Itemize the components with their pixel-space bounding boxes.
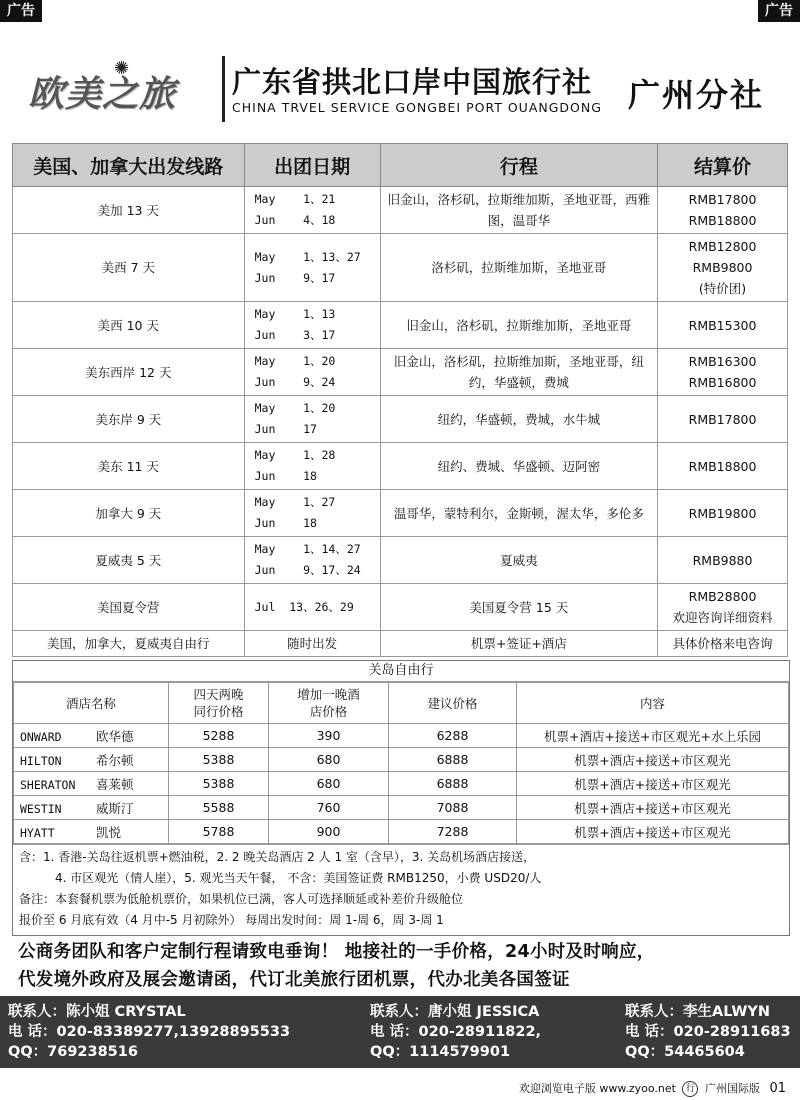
route-name: 美西 7 天 [13, 234, 245, 302]
hotel-price4d: 5588 [169, 796, 269, 820]
guam-header: 增加一晚酒 店价格 [269, 683, 389, 724]
guam-header: 酒店名称 [14, 683, 169, 724]
route-name: 美东岸 9 天 [13, 396, 245, 443]
contacts-bar [0, 996, 800, 1068]
note-line: 含：1. 香港-关岛往返机票+燃油税，2. 2 晚关岛酒店 2 人 1 室（含早），3. 关岛机场酒店接送， [19, 850, 536, 864]
hotel-row [14, 820, 789, 844]
header-date: 出团日期 [244, 144, 380, 187]
date-line: May 1、20 [254, 354, 336, 368]
hotel-name-cn: 凯悦 [96, 824, 122, 840]
price-line: (特价团) [698, 281, 747, 296]
branch-name: 广州分社 [628, 76, 765, 114]
route-name: 美东西岸 12 天 [13, 349, 245, 396]
date-line: May 1、27 [254, 495, 336, 509]
hotel-content: 机票+酒店+接送+市区观光 [517, 748, 789, 772]
price-line: RMB18800 [688, 458, 757, 474]
hotel-suggested: 7288 [389, 820, 517, 844]
hotel-content: 机票+酒店+接送+市区观光 [517, 796, 789, 820]
company-name-cn: 广东省拱北口岸中国旅行社 [232, 65, 593, 99]
route-name: 加拿大 9 天 [13, 490, 245, 537]
route-dates [244, 443, 380, 490]
contact-phone: 电 话：020-28911683 [625, 1024, 791, 1040]
hotel-name [14, 772, 169, 796]
hotel-name-cn: 威斯汀 [96, 800, 134, 816]
date-line: Jun 17 [254, 422, 317, 436]
route-name: 夏威夷 5 天 [13, 537, 245, 584]
edition-icon: 行 [682, 1081, 698, 1097]
route-itinerary: 纽约、费城、华盛顿、迈阿密 [380, 443, 658, 490]
price-line: RMB9800 [692, 260, 753, 275]
price-line: RMB19800 [688, 505, 757, 521]
route-price [658, 234, 788, 302]
route-itinerary: 美国夏令营 15 天 [380, 584, 658, 631]
contact-person: 联系人：陈小姐 CRYSTAL [8, 1004, 186, 1020]
route-dates [244, 302, 380, 349]
route-itinerary: 旧金山，洛杉矶，拉斯维加斯，圣地亚哥，西雅图，温哥华 [380, 187, 658, 234]
note-line: 备注：本套餐机票为低舱机票价，如果机位已满，客人可选择顺延或补差价升级舱位 [19, 892, 464, 906]
price-line: RMB9880 [692, 552, 753, 568]
contact-phone: 电 话：020-28911822, [370, 1024, 542, 1040]
route-dates [244, 490, 380, 537]
hotel-extra: 680 [269, 748, 389, 772]
route-price [658, 187, 788, 234]
route-dates [244, 631, 380, 657]
slogan-line: 代发境外政府及展会邀请函，代订北美旅行团机票，代办北美各国签证 [18, 970, 570, 990]
routes-table [12, 143, 788, 657]
hotel-suggested: 6888 [389, 772, 517, 796]
route-row [13, 631, 788, 657]
hotel-content: 机票+酒店+接送+市区观光 [517, 772, 789, 796]
route-price [658, 537, 788, 584]
hotel-name-cn: 喜莱顿 [96, 776, 134, 792]
date-line: Jun 4、18 [254, 213, 336, 227]
route-dates [244, 396, 380, 443]
price-line: RMB18800 [688, 213, 757, 228]
header-divider [222, 56, 225, 122]
hotel-content: 机票+酒店+接送+市区观光 [517, 820, 789, 844]
hotel-price4d: 5388 [169, 772, 269, 796]
contact-person: 联系人：李生ALWYN [625, 1004, 770, 1020]
route-itinerary: 机票+签证+酒店 [380, 631, 658, 657]
route-row [13, 537, 788, 584]
route-row [13, 584, 788, 631]
hotel-name-en: HILTON [20, 753, 62, 768]
route-itinerary: 纽约，华盛顿，费城，水牛城 [380, 396, 658, 443]
date-line: May 1、20 [254, 401, 336, 415]
footer-website[interactable]: 欢迎浏览电子版 www.zyoo.net [518, 1082, 676, 1095]
date-line: Jun 3、17 [254, 328, 336, 342]
hotel-suggested: 6288 [389, 724, 517, 748]
hotel-extra: 760 [269, 796, 389, 820]
date-line: May 1、28 [254, 448, 336, 462]
route-itinerary: 旧金山，洛杉矶，拉斯维加斯，圣地亚哥，纽约，华盛顿，费城 [380, 349, 658, 396]
footer-edition: 广州国际版 [704, 1082, 760, 1095]
route-itinerary: 旧金山，洛杉矶，拉斯维加斯，圣地亚哥 [380, 302, 658, 349]
route-row [13, 234, 788, 302]
contact-card [8, 1002, 290, 1062]
logo-text: 欧美之旅 [28, 74, 177, 115]
header [22, 52, 792, 124]
guam-header: 建议价格 [389, 683, 517, 724]
route-row [13, 302, 788, 349]
ad-tag-left: 广告 [0, 0, 42, 22]
hotel-row [14, 748, 789, 772]
hotel-content: 机票+酒店+接送+市区观光+水上乐园 [517, 724, 789, 748]
note-line: 报价至 6 月底有效（4 月中-5 月初除外） 每周出发时间：周 1-周 6，周 3-周 1 [19, 913, 444, 927]
route-row [13, 187, 788, 234]
route-dates [244, 584, 380, 631]
route-itinerary: 洛杉矶，拉斯维加斯，圣地亚哥 [380, 234, 658, 302]
route-name: 美国，加拿大，夏威夷自由行 [13, 631, 245, 657]
contact-qq: QQ：769238516 [8, 1044, 138, 1060]
contact-qq: QQ：1114579901 [370, 1044, 511, 1060]
price-line: RMB28800 [688, 589, 757, 604]
hotel-name-cn: 欧华德 [96, 728, 134, 744]
price-line: RMB17800 [688, 192, 757, 207]
guam-section [12, 660, 790, 936]
hotel-name [14, 820, 169, 844]
ad-tag-right: 广告 [758, 0, 800, 22]
route-itinerary: 温哥华，蒙特利尔，金斯顿，渥太华，多伦多 [380, 490, 658, 537]
hotel-name-en: ONWARD [20, 729, 62, 744]
date-line: May 1、14、27 [254, 542, 361, 556]
date-line: Jun 9、17、24 [254, 563, 361, 577]
footer [519, 1080, 786, 1097]
sun-icon: ✺ [114, 58, 130, 79]
route-name: 美加 13 天 [13, 187, 245, 234]
hotel-name-en: WESTIN [20, 801, 62, 816]
date-line: Jul 13、26、29 [254, 599, 354, 614]
guam-header: 内容 [517, 683, 789, 724]
hotel-name [14, 724, 169, 748]
route-dates [244, 349, 380, 396]
price-line: RMB12800 [688, 239, 757, 254]
price-line: RMB16800 [688, 375, 757, 390]
date-line: Jun 18 [254, 469, 317, 483]
hotel-name [14, 796, 169, 820]
route-dates [244, 537, 380, 584]
date-line: May 1、13 [254, 307, 336, 321]
header-price: 结算价 [658, 144, 788, 187]
header-itinerary: 行程 [380, 144, 658, 187]
route-price [658, 631, 788, 657]
contact-card [625, 1002, 791, 1062]
route-price [658, 396, 788, 443]
route-price [658, 302, 788, 349]
note-line: 4. 市区观光（情人崖），5. 观光当天午餐， 不含：美国签证费 RMB1250，小费 USD20/人 [55, 871, 542, 885]
route-price [658, 584, 788, 631]
route-name: 美西 10 天 [13, 302, 245, 349]
hotel-row [14, 772, 789, 796]
hotel-name-cn: 希尔顿 [96, 752, 134, 768]
route-dates [244, 187, 380, 234]
hotel-suggested: 6888 [389, 748, 517, 772]
route-itinerary: 夏威夷 [380, 537, 658, 584]
header-route: 美国、加拿大出发线路 [13, 144, 245, 187]
date-line: May 1、21 [254, 192, 336, 206]
hotel-price4d: 5388 [169, 748, 269, 772]
route-row [13, 396, 788, 443]
contact-card [370, 1002, 541, 1062]
date-line: Jun 18 [254, 516, 317, 530]
hotel-extra: 680 [269, 772, 389, 796]
price-line: 欢迎咨询详细资料 [672, 610, 773, 625]
guam-header: 四天两晚 同行价格 [169, 683, 269, 724]
hotel-name-en: HYATT [20, 825, 55, 840]
contact-phone: 电 话：020-83389277,13928895533 [8, 1024, 291, 1040]
hotel-row [14, 796, 789, 820]
date-line: May 1、13、27 [254, 249, 361, 264]
guam-hotels-table [13, 682, 789, 844]
route-row [13, 443, 788, 490]
route-name: 美国夏令营 [13, 584, 245, 631]
hotel-price4d: 5288 [169, 724, 269, 748]
route-price [658, 443, 788, 490]
hotel-extra: 390 [269, 724, 389, 748]
hotel-row [14, 724, 789, 748]
route-row [13, 349, 788, 396]
contact-qq: QQ：54465604 [625, 1044, 745, 1060]
route-price [658, 349, 788, 396]
hotel-suggested: 7088 [389, 796, 517, 820]
price-line: RMB17800 [688, 411, 757, 427]
hotel-price4d: 5788 [169, 820, 269, 844]
price-line: RMB16300 [688, 354, 757, 369]
company-name-en: CHINA TRVEL SERVICE GONGBEI PORT OUANGDONG [232, 100, 602, 115]
route-dates [244, 234, 380, 302]
route-price [658, 490, 788, 537]
price-line: 具体价格来电咨询 [672, 636, 773, 651]
date-line: 随时出发 [287, 636, 338, 651]
slogan-line: 公商务团队和客户定制行程请致电垂询！ 地接社的一手价格，24小时及时响应， [18, 942, 655, 962]
date-line: Jun 9、24 [254, 375, 336, 389]
guam-title: 关岛自由行 [13, 661, 789, 682]
page-number: 01 [769, 1081, 786, 1096]
route-row [13, 490, 788, 537]
hotel-extra: 900 [269, 820, 389, 844]
date-line: Jun 9、17 [254, 270, 336, 285]
hotel-name [14, 748, 169, 772]
route-name: 美东 11 天 [13, 443, 245, 490]
logo [22, 58, 214, 118]
price-line: RMB15300 [688, 317, 757, 333]
guam-notes [13, 844, 789, 935]
slogan [18, 938, 793, 994]
contact-person: 联系人：唐小姐 JESSICA [370, 1004, 540, 1020]
hotel-name-en: SHERATON [20, 777, 76, 792]
